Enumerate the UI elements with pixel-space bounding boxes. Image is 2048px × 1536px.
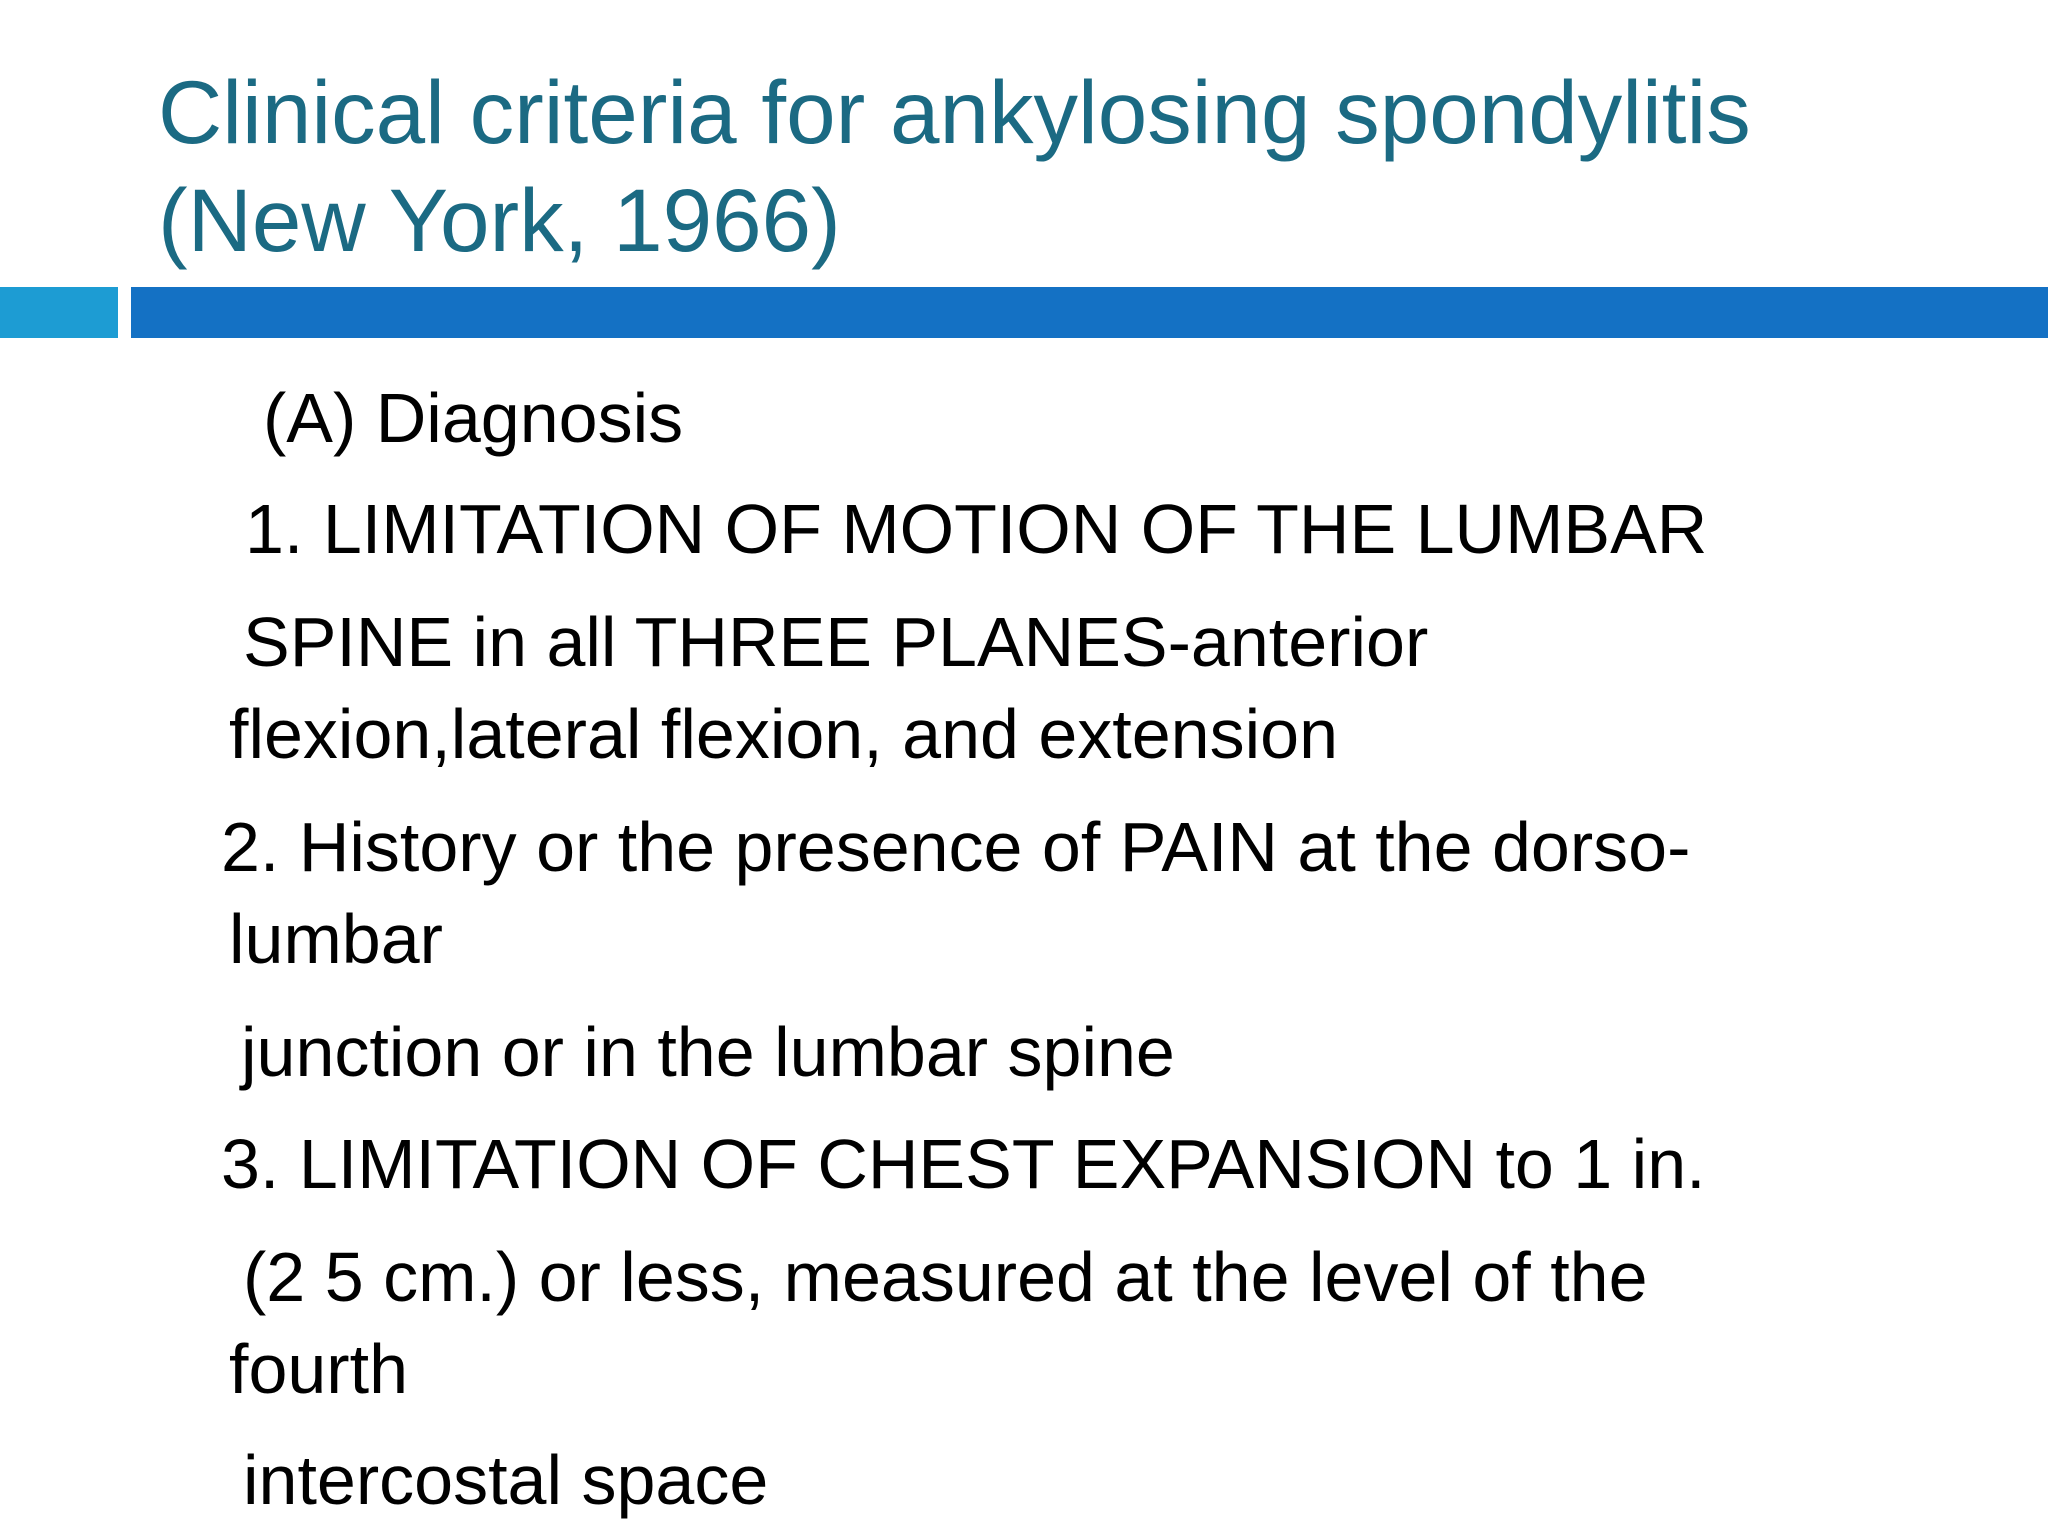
body-line-7: 3. LIMITATION OF CHEST EXPANSION to 1 in. xyxy=(221,1125,1706,1203)
title-line-2: (New York, 1966) xyxy=(158,170,841,270)
title-line-1: Clinical criteria for ankylosing spondylitis xyxy=(158,62,1751,162)
accent-bar-main xyxy=(131,287,2048,338)
diagnosis-heading: (A) Diagnosis xyxy=(263,379,684,457)
body-line-2: SPINE in all THREE PLANES-anterior xyxy=(243,603,1429,681)
body-line-8: (2 5 cm.) or less, measured at the level of the xyxy=(243,1238,1648,1316)
body-line-9: fourth xyxy=(229,1330,408,1408)
accent-bar-left xyxy=(0,287,118,338)
body-line-5: lumbar xyxy=(229,900,443,978)
slide-title xyxy=(158,58,1751,274)
body-line-3: flexion,lateral flexion, and extension xyxy=(229,695,1339,773)
body-line-1: 1. LIMITATION OF MOTION OF THE LUMBAR xyxy=(245,490,1708,568)
body-line-4: 2. History or the presence of PAIN at the dorso- xyxy=(221,808,1691,886)
body-line-10: intercostal space xyxy=(243,1441,769,1519)
body-line-6: junction or in the lumbar spine xyxy=(241,1013,1175,1091)
